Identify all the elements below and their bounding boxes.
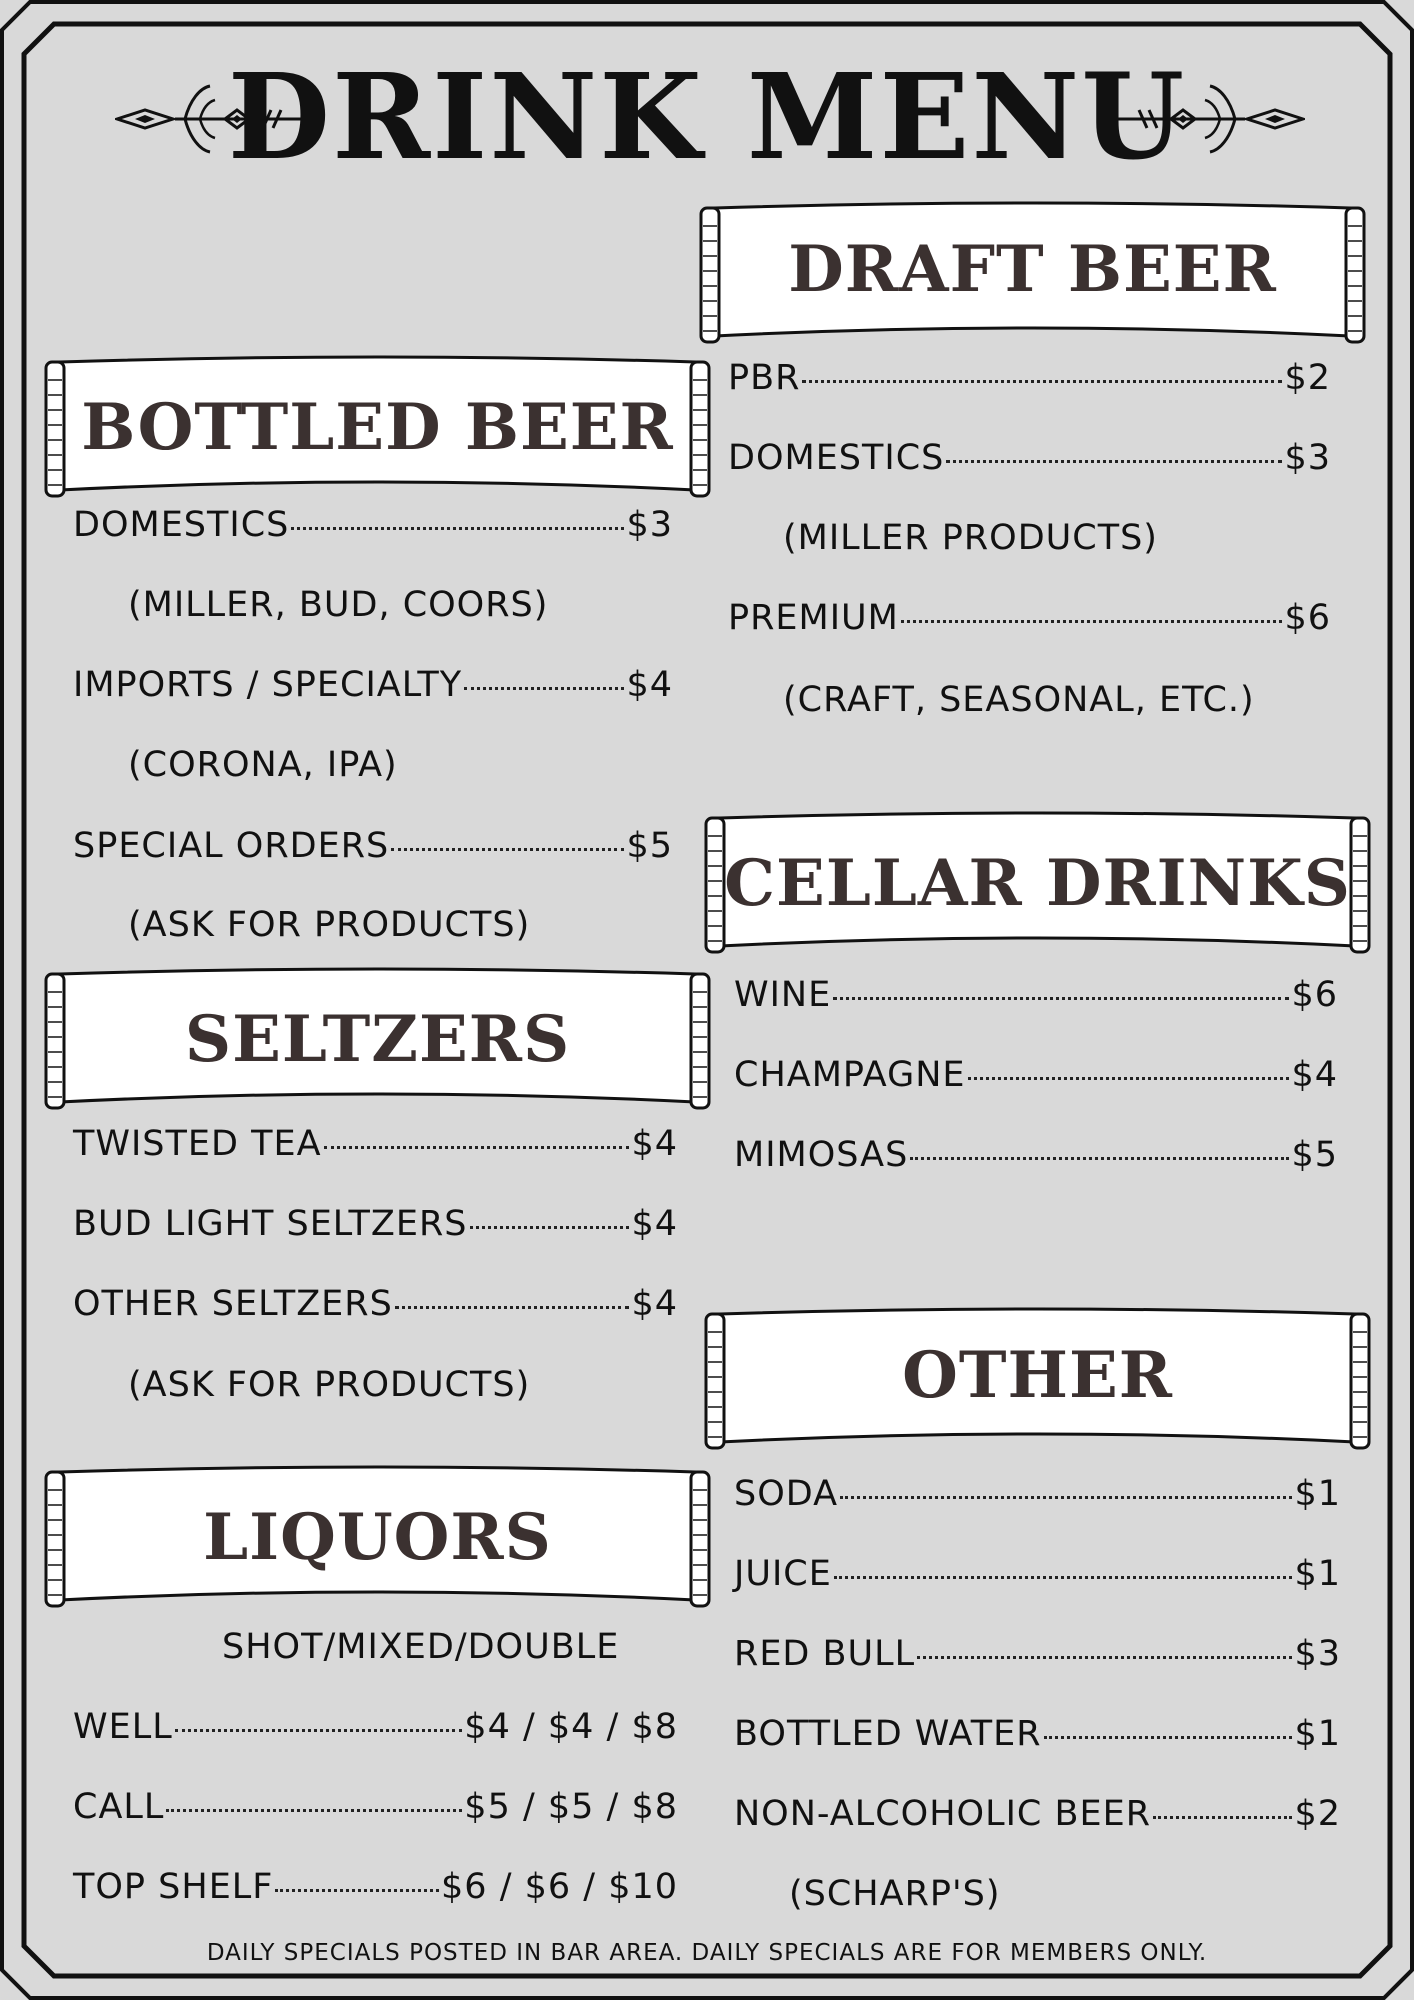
menu-item: TWISTED TEA $4: [73, 1124, 678, 1164]
menu-item: SODA $1: [734, 1474, 1341, 1514]
page-title: DRINK MENU: [227, 47, 1187, 186]
item-note: (ASK FOR PRODUCTS): [128, 1365, 531, 1405]
other-banner: [700, 1302, 1375, 1457]
menu-item: CHAMPAGNE $4: [734, 1055, 1338, 1095]
item-note: (MILLER, BUD, COORS): [128, 585, 549, 625]
bottled-beer-heading: BOTTLED BEER: [81, 390, 674, 465]
menu-item: RED BULL $3: [734, 1634, 1341, 1674]
menu-item: NON-ALCOHOLIC BEER $2: [734, 1794, 1341, 1834]
menu-item: CALL $5 / $5 / $8: [73, 1787, 678, 1827]
draft-beer-banner: [695, 196, 1370, 351]
menu-item: WINE $6: [734, 975, 1338, 1015]
draft-beer-heading: DRAFT BEER: [788, 232, 1277, 307]
seltzers-banner: [40, 962, 715, 1117]
menu-item: JUICE $1: [734, 1554, 1341, 1594]
footer-note: DAILY SPECIALS POSTED IN BAR AREA. DAILY SPECIALS ARE FOR MEMBERS ONLY.: [206, 1940, 1208, 1966]
cellar-drinks-heading: CELLAR DRINKS: [724, 846, 1351, 921]
menu-item: DOMESTICS $3: [73, 505, 673, 545]
menu-item: WELL $4 / $4 / $8: [73, 1707, 678, 1747]
menu-item: TOP SHELF $6 / $6 / $10: [73, 1867, 678, 1907]
bottled-beer-banner: [40, 350, 715, 505]
item-note: (CORONA, IPA): [128, 745, 398, 785]
liquors-heading: LIQUORS: [203, 1500, 552, 1575]
liquors-subheading: SHOT/MIXED/DOUBLE: [222, 1627, 620, 1667]
menu-item: IMPORTS / SPECIALTY $4: [73, 665, 673, 705]
menu-item: MIMOSAS $5: [734, 1135, 1338, 1175]
menu-item: PBR $2: [728, 358, 1331, 398]
menu-item: SPECIAL ORDERS $5: [73, 826, 673, 866]
item-note: (MILLER PRODUCTS): [783, 518, 1158, 558]
liquors-banner: [40, 1460, 715, 1615]
menu-item: PREMIUM $6: [728, 598, 1331, 638]
item-note: (SCHARP'S): [789, 1874, 1001, 1914]
seltzers-heading: SELTZERS: [184, 1002, 571, 1077]
menu-item: BUD LIGHT SELTZERS $4: [73, 1204, 678, 1244]
menu-item: BOTTLED WATER $1: [734, 1714, 1341, 1754]
cellar-drinks-banner: [700, 806, 1375, 961]
other-heading: OTHER: [902, 1338, 1173, 1413]
item-note: (CRAFT, SEASONAL, ETC.): [783, 680, 1255, 720]
item-note: (ASK FOR PRODUCTS): [128, 905, 531, 945]
menu-item: DOMESTICS $3: [728, 438, 1331, 478]
menu-item: OTHER SELTZERS $4: [73, 1284, 678, 1324]
